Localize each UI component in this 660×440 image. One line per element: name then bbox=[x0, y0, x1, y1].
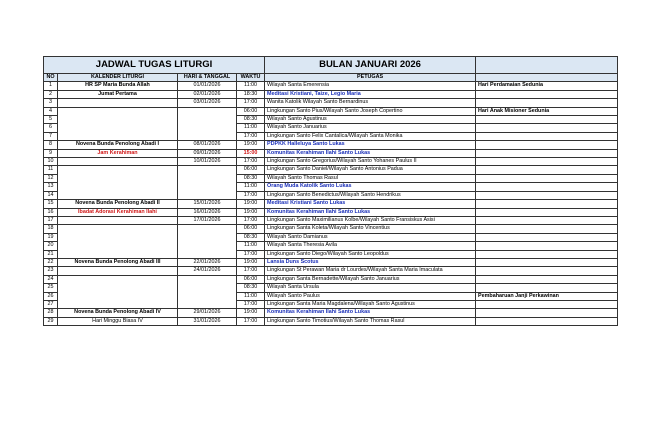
time-cell: 08:30 bbox=[237, 174, 265, 182]
row-number: 19 bbox=[44, 233, 58, 241]
row-number: 20 bbox=[44, 242, 58, 250]
note-cell bbox=[476, 216, 618, 224]
calendar-cell: Hari Minggu Biasa IV bbox=[58, 317, 178, 325]
time-cell: 11:00 bbox=[237, 124, 265, 132]
date-cell: 29/01/2026 bbox=[178, 309, 237, 317]
calendar-cell: Jumat Pertama bbox=[58, 90, 178, 98]
row-number: 26 bbox=[44, 292, 58, 300]
row-number: 6 bbox=[44, 124, 58, 132]
officer-cell: Lingkungan Santo Maximilianus Kolbe/Wilayah Santo Fransiskus Asisi bbox=[265, 216, 476, 224]
row-number: 8 bbox=[44, 141, 58, 149]
note-cell bbox=[476, 183, 618, 191]
date-cell: 16/01/2026 bbox=[178, 208, 237, 216]
row-number: 2 bbox=[44, 90, 58, 98]
date-cell: 31/01/2026 bbox=[178, 317, 237, 325]
row-number: 14 bbox=[44, 191, 58, 199]
col-header-calendar: KALENDER LITURGI bbox=[58, 74, 178, 82]
officer-cell: Wilayah Santo Januarius bbox=[265, 124, 476, 132]
calendar-cell bbox=[58, 107, 178, 141]
time-cell: 11:00 bbox=[237, 242, 265, 250]
note-cell: Hari Anak Misioner Sedunia bbox=[476, 107, 618, 115]
date-cell: 15/01/2026 bbox=[178, 200, 237, 208]
officer-cell: Lingkungan Santo Diego/Wilayah Santo Leopoldus bbox=[265, 250, 476, 258]
time-cell: 06:00 bbox=[237, 225, 265, 233]
time-cell: 17:00 bbox=[237, 158, 265, 166]
schedule-row bbox=[44, 275, 618, 283]
note-cell bbox=[476, 158, 618, 166]
date-cell bbox=[178, 275, 237, 309]
row-number: 12 bbox=[44, 174, 58, 182]
officer-cell: Meditasi Kristiani Santo Lukas bbox=[265, 200, 476, 208]
date-cell: 10/01/2026 bbox=[178, 158, 237, 166]
note-cell bbox=[476, 141, 618, 149]
note-cell bbox=[476, 116, 618, 124]
time-cell: 11:00 bbox=[237, 82, 265, 90]
calendar-cell bbox=[58, 166, 178, 200]
calendar-cell bbox=[58, 267, 178, 275]
note-cell bbox=[476, 174, 618, 182]
time-cell: 06:00 bbox=[237, 166, 265, 174]
schedule-row bbox=[44, 267, 618, 275]
note-cell bbox=[476, 233, 618, 241]
note-cell bbox=[476, 191, 618, 199]
officer-cell: Lingkungan Santa Bernadette/Wilayah Santo Januarius bbox=[265, 275, 476, 283]
date-cell: 24/01/2026 bbox=[178, 267, 237, 275]
schedule-row bbox=[44, 225, 618, 233]
schedule-row bbox=[44, 141, 618, 149]
date-cell: 02/01/2026 bbox=[178, 90, 237, 98]
row-number: 29 bbox=[44, 317, 58, 325]
row-number: 23 bbox=[44, 267, 58, 275]
row-number: 4 bbox=[44, 107, 58, 115]
note-cell bbox=[476, 258, 618, 266]
time-cell: 19:00 bbox=[237, 208, 265, 216]
time-cell: 06:00 bbox=[237, 275, 265, 283]
officer-cell: Lingkungan Santo Felix Cantalica/Wilayah Santa Monika bbox=[265, 132, 476, 140]
row-number: 24 bbox=[44, 275, 58, 283]
calendar-cell: Novena Bunda Penolong Abadi III bbox=[58, 258, 178, 266]
officer-cell: PDPKK Halleluya Santo Lukas bbox=[265, 141, 476, 149]
schedule-month: BULAN JANUARI 2026 bbox=[265, 57, 476, 74]
officer-cell: Lingkungan Santo Gregorius/Wilayah Santo Yohanes Paulus II bbox=[265, 158, 476, 166]
schedule-row bbox=[44, 158, 618, 166]
schedule-row bbox=[44, 90, 618, 98]
calendar-cell: HR SP Maria Bunda Allah bbox=[58, 82, 178, 90]
time-cell: 17:00 bbox=[237, 99, 265, 107]
calendar-cell bbox=[58, 158, 178, 166]
officer-cell: Lingkungan Santa Maria Magdalena/Wilayah Santo Agustinus bbox=[265, 300, 476, 308]
calendar-cell bbox=[58, 275, 178, 309]
schedule-row bbox=[44, 99, 618, 107]
time-cell: 06:00 bbox=[237, 107, 265, 115]
note-cell bbox=[476, 300, 618, 308]
officer-cell: Wilayah Santo Agustinus bbox=[265, 116, 476, 124]
schedule-row bbox=[44, 317, 618, 325]
schedule-row bbox=[44, 82, 618, 90]
officer-cell: Wilayah Santa Theresia Avila bbox=[265, 242, 476, 250]
time-cell: 19:00 bbox=[237, 258, 265, 266]
calendar-cell bbox=[58, 99, 178, 107]
calendar-cell: Novena Bunda Penolong Abadi II bbox=[58, 200, 178, 208]
note-cell bbox=[476, 267, 618, 275]
note-cell bbox=[476, 225, 618, 233]
note-cell: Pembaharuan Janji Perkawinan bbox=[476, 292, 618, 300]
row-number: 11 bbox=[44, 166, 58, 174]
time-cell: 08:30 bbox=[237, 284, 265, 292]
schedule-row bbox=[44, 107, 618, 115]
time-cell: 08:30 bbox=[237, 116, 265, 124]
row-number: 22 bbox=[44, 258, 58, 266]
title-blank-cell bbox=[476, 57, 618, 74]
schedule-sheet bbox=[43, 56, 617, 326]
officer-cell: Lingkungan Santo Timotius/Wilayah Santo Thomas Rasul bbox=[265, 317, 476, 325]
officer-cell: Lingkungan Santo Benedictus/Wilayah Santo Hendrikus bbox=[265, 191, 476, 199]
note-cell bbox=[476, 124, 618, 132]
officer-cell: Lansia Duns Scotus bbox=[265, 258, 476, 266]
note-cell bbox=[476, 208, 618, 216]
date-cell bbox=[178, 107, 237, 141]
row-number: 21 bbox=[44, 250, 58, 258]
time-cell: 19:00 bbox=[237, 141, 265, 149]
time-cell: 18:30 bbox=[237, 90, 265, 98]
note-cell bbox=[476, 309, 618, 317]
date-cell: 09/01/2026 bbox=[178, 149, 237, 157]
officer-cell: Komunitas Kerahiman Ilahi Santo Lukas bbox=[265, 208, 476, 216]
officer-cell: Meditasi Kristiani, Taize, Legio Maria bbox=[265, 90, 476, 98]
row-number: 17 bbox=[44, 216, 58, 224]
date-cell: 08/01/2026 bbox=[178, 141, 237, 149]
note-cell bbox=[476, 200, 618, 208]
schedule-title: JADWAL TUGAS LITURGI bbox=[44, 57, 265, 74]
time-cell: 17:00 bbox=[237, 216, 265, 224]
officer-cell: Wilayah Santa Ursula bbox=[265, 284, 476, 292]
officer-cell: Lingkungan Santa Koleta/Wilayah Santo Vincentius bbox=[265, 225, 476, 233]
time-cell: 19:00 bbox=[237, 309, 265, 317]
row-number: 25 bbox=[44, 284, 58, 292]
calendar-cell bbox=[58, 216, 178, 224]
row-number: 28 bbox=[44, 309, 58, 317]
time-cell: 17:00 bbox=[237, 191, 265, 199]
officer-cell: Komunitas Kerahiman Ilahi Santo Lukas bbox=[265, 149, 476, 157]
schedule-row bbox=[44, 149, 618, 157]
row-number: 3 bbox=[44, 99, 58, 107]
col-header-time: WAKTU bbox=[237, 74, 265, 82]
time-cell: 17:00 bbox=[237, 132, 265, 140]
time-cell: 17:00 bbox=[237, 300, 265, 308]
row-number: 9 bbox=[44, 149, 58, 157]
schedule-row bbox=[44, 208, 618, 216]
note-cell: Hari Perdamaian Sedunia bbox=[476, 82, 618, 90]
col-header-no: NO bbox=[44, 74, 58, 82]
note-cell bbox=[476, 99, 618, 107]
officer-cell: Wilayah Santo Damianus bbox=[265, 233, 476, 241]
row-number: 27 bbox=[44, 300, 58, 308]
date-cell bbox=[178, 225, 237, 259]
time-cell: 17:00 bbox=[237, 250, 265, 258]
time-cell: 11:00 bbox=[237, 183, 265, 191]
officer-cell: Wilayah Santa Emerensia bbox=[265, 82, 476, 90]
col-header-notes bbox=[476, 74, 618, 82]
date-cell: 22/01/2026 bbox=[178, 258, 237, 266]
note-cell bbox=[476, 242, 618, 250]
schedule-row bbox=[44, 200, 618, 208]
title-row bbox=[44, 57, 618, 74]
row-number: 7 bbox=[44, 132, 58, 140]
time-cell: 17:00 bbox=[237, 317, 265, 325]
date-cell: 01/01/2026 bbox=[178, 82, 237, 90]
row-number: 13 bbox=[44, 183, 58, 191]
time-cell: 17:00 bbox=[237, 267, 265, 275]
note-cell bbox=[476, 90, 618, 98]
time-cell: 08:30 bbox=[237, 233, 265, 241]
note-cell bbox=[476, 275, 618, 283]
col-header-officers: PETUGAS bbox=[265, 74, 476, 82]
row-number: 1 bbox=[44, 82, 58, 90]
date-cell: 03/01/2026 bbox=[178, 99, 237, 107]
note-cell bbox=[476, 132, 618, 140]
schedule-row bbox=[44, 166, 618, 174]
col-header-date: HARI & TANGGAL bbox=[178, 74, 237, 82]
calendar-cell bbox=[58, 225, 178, 259]
officer-cell: Lingkungan Santo Daniel/Wilayah Santo Antonius Padua bbox=[265, 166, 476, 174]
time-cell: 19:00 bbox=[237, 200, 265, 208]
note-cell bbox=[476, 149, 618, 157]
time-cell: 11:00 bbox=[237, 292, 265, 300]
note-cell bbox=[476, 317, 618, 325]
officer-cell: Wanita Katolik Wilayah Santo Bernardinus bbox=[265, 99, 476, 107]
row-number: 15 bbox=[44, 200, 58, 208]
calendar-cell: Jam Kerahiman bbox=[58, 149, 178, 157]
note-cell bbox=[476, 250, 618, 258]
row-number: 5 bbox=[44, 116, 58, 124]
row-number: 16 bbox=[44, 208, 58, 216]
schedule-row bbox=[44, 309, 618, 317]
column-header-row bbox=[44, 74, 618, 82]
date-cell bbox=[178, 166, 237, 200]
officer-cell: Lingkungan St Perawan Maria dr Lourdes/Wilayah Santa Maria Imaculata bbox=[265, 267, 476, 275]
calendar-cell: Novena Bunda Penolong Abadi IV bbox=[58, 309, 178, 317]
liturgy-schedule-table bbox=[43, 56, 618, 326]
calendar-cell: Ibadat Adorasi Kerahiman Ilahi bbox=[58, 208, 178, 216]
officer-cell: Wilayah Santo Thomas Rasul bbox=[265, 174, 476, 182]
schedule-row bbox=[44, 216, 618, 224]
calendar-cell: Novena Bunda Penolong Abadi I bbox=[58, 141, 178, 149]
officer-cell: Komunitas Kerahiman Ilahi Santo Lukas bbox=[265, 309, 476, 317]
date-cell: 17/01/2026 bbox=[178, 216, 237, 224]
note-cell bbox=[476, 284, 618, 292]
row-number: 10 bbox=[44, 158, 58, 166]
row-number: 18 bbox=[44, 225, 58, 233]
schedule-row bbox=[44, 258, 618, 266]
officer-cell: Orang Muda Katolik Santo Lukas bbox=[265, 183, 476, 191]
officer-cell: Lingkungan Santo Pius/Wilayah Santo Joseph Copertino bbox=[265, 107, 476, 115]
note-cell bbox=[476, 166, 618, 174]
officer-cell: Wilayah Santo Paulus bbox=[265, 292, 476, 300]
time-cell: 15:00 bbox=[237, 149, 265, 157]
